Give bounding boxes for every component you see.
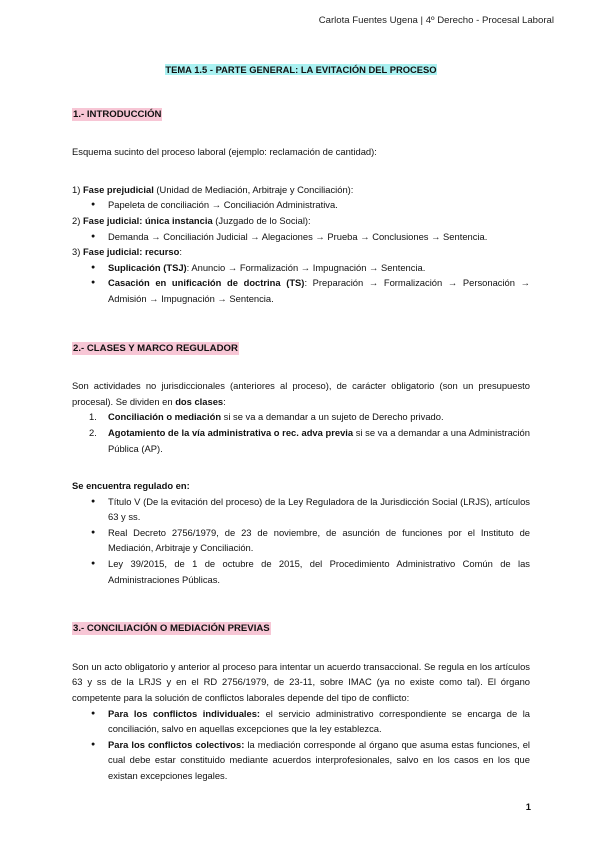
section-2-paragraph: Son actividades no jurisdiccionales (anteriores al proceso), de carácter obligatorio (son un presupuesto procesal). Se dividen en dos clases: [72, 380, 530, 407]
phase-1: 1) Fase prejudicial (Unidad de Mediación, Arbitraje y Conciliación): [72, 183, 354, 195]
phase-3: 3) Fase judicial: recurso: [72, 246, 182, 258]
list-item: ● Para los conflictos individuales: el servicio administrativo correspondiente se encarga de la conciliación, salvo en aquellas excepciones que la ley establezca. [108, 706, 530, 737]
phase-1-label: Fase prejudicial [82, 183, 154, 195]
conflicts-list [72, 706, 530, 784]
list-item: ● Casación en unificación de doctrina (TS): Preparación → Formalización → Personación → Admisión → Impugnación → Sentencia. [108, 275, 530, 306]
list-item: ● Título V (De la evitación del proceso) de la Ley Reguladora de la Jurisdicción Social (LRJS), artículos 63 y ss. [108, 494, 530, 525]
list-item: 2. Agotamiento de la vía administrativa o rec. adva previa si se va a demandar a una Administración Pública (AP). [89, 426, 530, 454]
section-1-intro: Esquema sucinto del proceso laboral (ejemplo: reclamación de cantidad): [72, 146, 377, 158]
section-2-heading [72, 341, 530, 357]
regulation-heading: Se encuentra regulado en: [72, 480, 190, 492]
list-item: ● Demanda → Conciliación Judicial → Alegaciones → Prueba → Conclusiones → Sentencia. [108, 229, 530, 245]
classes-list [72, 409, 530, 456]
section-3-heading [72, 621, 530, 637]
phase-3-label: Fase judicial: recurso [82, 246, 180, 258]
phase-2: 2) Fase judicial: única instancia (Juzgado de lo Social): [72, 214, 311, 226]
phase-2-list [72, 229, 530, 245]
section-1-heading-text: 1.- INTRODUCCIÓN [73, 108, 162, 120]
list-item: ● Real Decreto 2756/1979, de 23 de noviembre, de asunción de funciones por el Instituto de Mediación, Arbitraje y Conciliación. [108, 525, 530, 556]
page-number: 1 [525, 801, 531, 812]
phase-3-list [72, 260, 530, 307]
title-text: TEMA 1.5 - PARTE GENERAL: LA EVITACIÓN DEL PROCESO [165, 64, 437, 75]
page-header: Carlota Fuentes Ugena | 4º Derecho - Procesal Laboral [318, 15, 554, 26]
phase-1-list [72, 197, 530, 213]
list-item: ● Suplicación (TSJ): Anuncio → Formalización → Impugnación → Sentencia. [108, 260, 530, 276]
list-item: ● Ley 39/2015, de 1 de octubre de 2015, del Procedimiento Administrativo Común de las Administraciones Públicas. [108, 556, 530, 587]
list-item: ● Papeleta de conciliación → Conciliación Administrativa. [108, 197, 530, 213]
section-1-heading [72, 107, 530, 123]
list-item: ● Para los conflictos colectivos: la mediación corresponde al órgano que asuma estas funciones, el cual debe estar constituido mediante acuerdos interprofesionales, salvo en los casos en los que existan excepciones legales. [108, 737, 530, 784]
list-item: 1. Conciliación o mediación si se va a demandar a un sujeto de Derecho privado. [89, 411, 444, 423]
phase-2-label: Fase judicial: única instancia [82, 214, 213, 226]
document-body [72, 62, 530, 784]
regulation-list [72, 494, 530, 588]
section-2-heading-text: 2.- CLASES Y MARCO REGULADOR [73, 342, 238, 354]
document-title [72, 62, 530, 78]
section-3-paragraph: Son un acto obligatorio y anterior al proceso para intentar un acuerdo transaccional. Se regula en los artículos 63 y ss de la LRJS y en el RD 2756/1979, de 23-11, sobre IMAC (ya no existe como tal). El órgano competente para la solución de conflictos laborales depende del tipo de conflicto: [72, 660, 530, 704]
section-3-heading-text: 3.- CONCILIACIÓN O MEDIACIÓN PREVIAS [73, 623, 270, 635]
